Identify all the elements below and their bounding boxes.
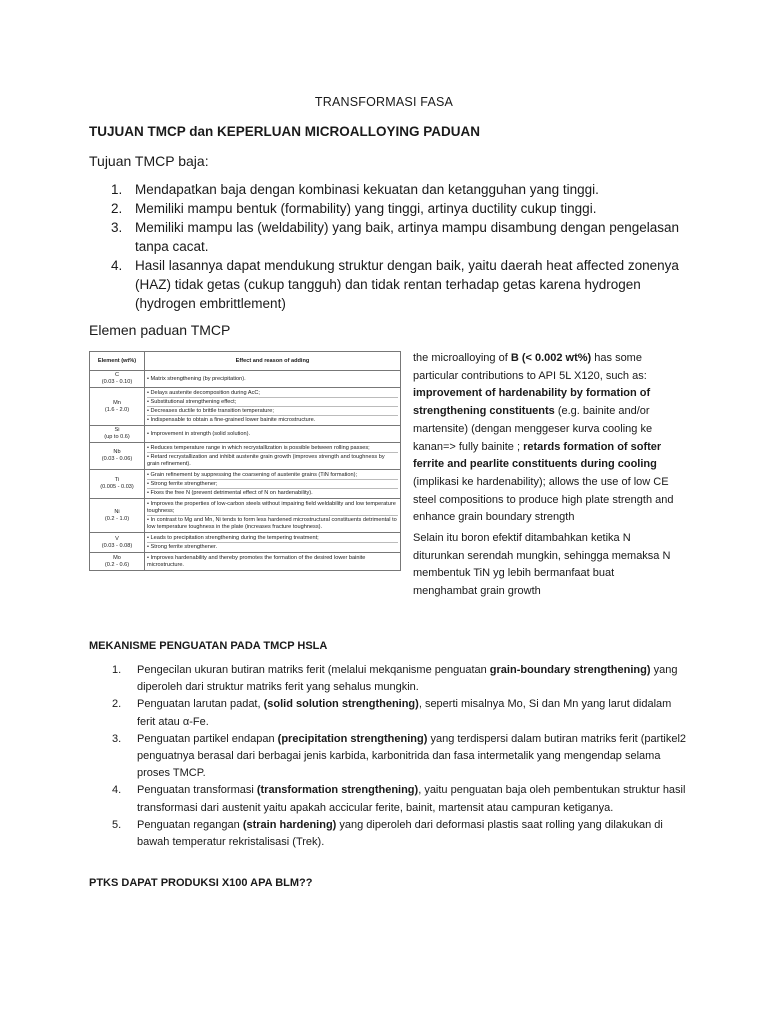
text-run-bold: (solid solution strengthening) — [263, 698, 419, 711]
goals-list — [89, 180, 689, 313]
effect-line: • Strong ferrite strengthener. — [147, 542, 398, 551]
text-run-bold: (transformation strengthening) — [256, 784, 419, 797]
list-number: 4. — [111, 258, 123, 273]
table-row — [90, 371, 401, 388]
element-symbol: Ni — [114, 508, 120, 515]
table-row — [90, 470, 401, 499]
effect-line: • Improves the properties of low-carbon steels without impairing field weldability and low temperature toughness; — [147, 500, 396, 514]
text-run: the microalloying of — [413, 352, 511, 364]
list-number: 1. — [112, 664, 122, 676]
text-run: Penguatan larutan padat, — [137, 698, 264, 711]
element-range: (0.03 - 0.10) — [101, 379, 133, 385]
list-number: 2. — [112, 698, 122, 711]
element-range: (0.2 - 0.6) — [104, 561, 130, 568]
element-symbol: Mn — [113, 399, 121, 406]
document-title: TRANSFORMASI FASA — [314, 95, 454, 109]
table-row — [90, 388, 401, 426]
element-range: (0.03 - 0.06) — [101, 456, 133, 462]
table-row — [90, 553, 401, 571]
text-run-bold: B (< 0.002 wt%) — [510, 352, 592, 364]
section-heading-mekanisme: MEKANISME PENGUATAN PADA TMCP HSLA — [89, 640, 328, 652]
element-symbol: C — [114, 372, 120, 378]
list-item — [89, 782, 689, 816]
list-item — [89, 662, 689, 696]
effect-cell — [145, 443, 401, 470]
boron-microalloying-paragraph — [413, 350, 678, 527]
effect-line: • Improvement in strength (solid solution). — [147, 430, 251, 437]
text-run: Pengecilan ukuran butiran matriks ferit (melalui mekqanisme penguatan — [137, 664, 490, 676]
effect-cell — [145, 371, 401, 388]
list-number: 5. — [112, 818, 122, 831]
list-number: 2. — [111, 201, 123, 216]
effect-line: • Matrix strengthening (by precipitation). — [147, 375, 246, 382]
text-run: has some particular contributions to API 5L X120, such as: — [413, 352, 647, 382]
text-run: (implikasi ke hardenability); allows the use of low CE steel compositions to produce high plate strength and enhance grain boundary strength — [413, 475, 674, 524]
mechanism-list — [89, 662, 689, 851]
list-item — [89, 817, 689, 851]
subheading-elemen-paduan: Elemen paduan TMCP — [89, 322, 231, 338]
effect-cell — [145, 533, 401, 553]
element-range: (up to 0.6) — [104, 434, 130, 440]
element-range: (0.03 - 0.08) — [101, 542, 133, 549]
list-number: 3. — [112, 732, 122, 745]
text-run: Penguatan transformasi — [137, 784, 257, 797]
element-range: (1.6 - 2.0) — [104, 406, 130, 413]
list-item-text: Memiliki mampu las (weldability) yang baik, artinya mampu disambung dengan pengelasan tanpa cacat. — [135, 220, 680, 254]
table-row — [90, 426, 401, 443]
column-header-effect: Effect and reason of adding — [145, 352, 401, 371]
effect-line: • Indispensable to obtain a fine-grained lower bainite microstructure. — [147, 415, 398, 424]
text-run-bold: improvement of hardenability by formation of strengthening constituents — [413, 387, 651, 418]
effect-line: • Strong ferrite strengthener; — [147, 479, 398, 488]
effect-cell — [145, 499, 401, 533]
list-item-text: Mendapatkan baja dengan kombinasi kekuatan dan ketangguhan yang tinggi. — [135, 182, 599, 197]
element-cell — [90, 443, 145, 470]
text-run: , seperti misalnya Mo, Si dan Mn yang larut didalam ferit atau α-Fe. — [137, 698, 672, 728]
list-item — [89, 256, 689, 313]
text-run: yang terdispersi dalam butiran matriks ferit (partikel2 penguatnya berasal dari berbagai jenis karbida, karbonitrida dan fasa intermetalik yang mengendap selama proses TMCP. — [137, 732, 687, 780]
effect-line: • Leads to precipitation strengthening during the tempering treatment; — [147, 534, 319, 541]
effect-line: • Grain refinement by suppressing the coarsening of austenite grains (TiN formation); — [147, 471, 358, 478]
text-run: , yaitu penguatan baja oleh pembentukan struktur hasil transformasi dari austenit yaitu apakah accicular ferite, bainit, martensit atau campuran ketiganya. — [137, 784, 686, 814]
table-header-row — [90, 352, 401, 371]
element-cell — [90, 553, 145, 571]
boron-effectiveness-paragraph: Selain itu boron efektif ditambahkan ketika N diturunkan serendah mungkin, sehingga memaksa N membentuk TiN yg lebih bermanfaat buat menghambat grain growth — [413, 532, 671, 598]
effect-line: • Improves hardenability and thereby promotes the formation of the desired lower bainite microstructure. — [147, 554, 366, 568]
table-row — [90, 443, 401, 470]
element-cell — [90, 371, 145, 388]
list-item — [89, 731, 689, 783]
text-run-bold: (strain hardening) — [242, 818, 337, 831]
list-number: 3. — [111, 220, 123, 235]
list-number: 1. — [111, 182, 123, 197]
element-cell — [90, 426, 145, 443]
list-item — [89, 180, 689, 199]
subheading-tujuan-tmcp: Tujuan TMCP baja: — [89, 153, 209, 169]
text-run: (e.g. bainite and/or martensite) (dengan menggeser kurva cooling ke kanan=> fully bainite ; — [413, 405, 653, 453]
table-row — [90, 533, 401, 553]
element-symbol: Nb — [113, 449, 121, 455]
list-item-text: Hasil lasannya dapat mendukung struktur dengan baik, yaitu daerah heat affected zonenya (HAZ) tidak getas (cukup tangguh) dan tidak rentan terhadap getas karena hydrogen (hydrogen embrittlement) — [135, 258, 679, 311]
effect-line: • Fixes the free N (prevent detrimental effect of N on hardenability). — [147, 488, 398, 497]
element-cell — [90, 533, 145, 553]
effect-line: • Retard recrystallization and inhibit austenite grain growth (improves strength and toughness by grain refinement). — [147, 452, 398, 468]
effect-cell — [145, 426, 401, 443]
element-range: (0.2 - 1.0) — [104, 515, 130, 522]
text-run: yang diperoleh dari deformasi plastis saat rolling yang dilakukan di bawah temperatur rekristalisasi (Trek). — [137, 818, 663, 849]
effect-line: • Delays austenite decomposition during AcC; — [147, 389, 260, 396]
element-symbol: Mo — [113, 554, 121, 561]
effect-cell — [145, 553, 401, 571]
effect-line: • In contrast to Mg and Mn, Ni tends to form less hardened microstructural constituents detrimental to low temperature toughness in the plate (increases fracture toughness). — [147, 516, 397, 530]
alloying-elements-table — [89, 351, 401, 571]
effect-line: • Substitutional strengthening effect; — [147, 397, 398, 406]
text-run-bold: grain-boundary strengthening) — [489, 664, 651, 676]
effect-cell — [145, 470, 401, 499]
element-cell — [90, 499, 145, 533]
text-run-bold: retards formation of softer ferrite and pearlite constituents during cooling — [413, 440, 662, 471]
effect-line: • Reduces temperature range in which recrystallization is possible between rolling passes; — [147, 444, 370, 451]
list-item — [89, 218, 689, 256]
element-symbol: Si — [114, 427, 120, 433]
element-cell — [90, 388, 145, 426]
element-symbol: Ti — [114, 477, 120, 483]
section-heading-tujuan: TUJUAN TMCP dan KEPERLUAN MICROALLOYING PADUAN — [89, 124, 481, 139]
element-symbol: V — [115, 535, 119, 542]
element-cell — [90, 470, 145, 499]
list-item-text: Memiliki mampu bentuk (formability) yang tinggi, artinya ductility cukup tinggi. — [135, 201, 597, 216]
effect-cell — [145, 388, 401, 426]
list-item — [89, 199, 689, 218]
text-run: yang diperoleh dari struktur matriks ferit yang sehalus mungkin. — [137, 664, 678, 694]
element-range: (0.005 - 0.03) — [100, 484, 134, 490]
closing-question-heading: PTKS DAPAT PRODUKSI X100 APA BLM?? — [89, 877, 313, 889]
table-row — [90, 499, 401, 533]
column-header-element: Element (wt%) — [90, 352, 145, 371]
effect-line: • Decreases ductile to brittle transition temperature; — [147, 406, 398, 415]
list-item — [89, 696, 689, 730]
text-run: Penguatan regangan — [137, 818, 243, 831]
text-run-bold: (precipitation strengthening) — [277, 732, 428, 745]
text-run: Penguatan partikel endapan — [137, 732, 278, 745]
list-number: 4. — [112, 784, 122, 797]
